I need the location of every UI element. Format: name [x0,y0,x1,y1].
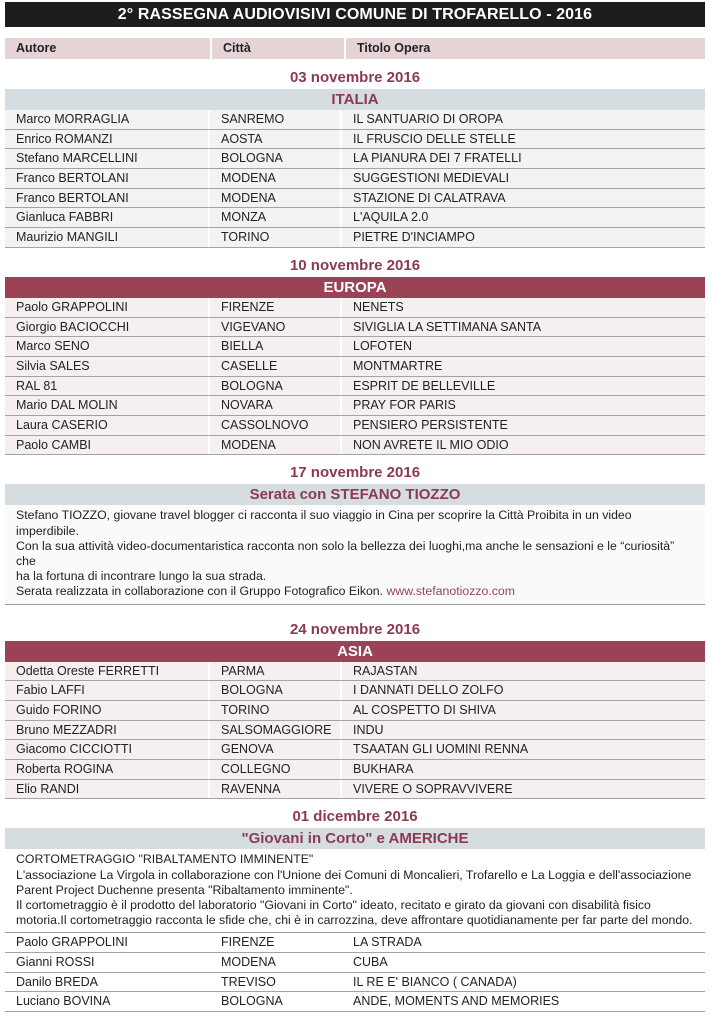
table-row [5,780,705,800]
table-row [5,110,705,130]
author-cell: Gianni ROSSI [5,953,210,972]
table-row [5,721,705,741]
author-cell: Elio RANDI [5,780,210,799]
description-line: ha la fortuna di incontrare lungo la sua strada. [16,569,267,584]
city-cell: FIRENZE [210,298,342,317]
description-line: Con la sua attività video-documentaristica racconta non solo la bellezza dei luoghi,ma anche le sensazioni e le “curiosità” che [16,538,675,568]
author-cell: Bruno MEZZADRI [5,721,210,740]
table-row [5,228,705,248]
city-cell: BOLOGNA [210,377,342,396]
title-cell: IL FRUSCIO DELLE STELLE [353,131,516,146]
section-heading-asia: ASIA [5,641,705,662]
table-row [5,662,705,682]
table-italia [5,110,705,248]
city-cell: NOVARA [210,396,342,415]
table-row [5,740,705,760]
city-cell: RAVENNA [210,780,342,799]
author-cell: Marco MORRAGLIA [5,110,210,129]
title-cell: LA PIANURA DEI 7 FRATELLI [353,151,522,166]
date-heading-americhe: 01 dicembre 2016 [292,808,418,826]
author-cell: Paolo GRAPPOLINI [5,298,210,317]
date-heading-tiozzo: 17 novembre 2016 [289,464,421,482]
title-cell: INDU [353,722,384,737]
column-header-title: Titolo Opera [346,38,705,59]
table-row [5,973,705,993]
city-cell: PARMA [210,662,342,681]
title-cell: ANDE, MOMENTS AND MEMORIES [353,994,560,1009]
author-cell: Odetta Oreste FERRETTI [5,662,210,681]
author-cell: Marco SENO [5,337,210,356]
city-cell: BOLOGNA [210,992,342,1011]
author-cell: Silvia SALES [5,357,210,376]
title-cell: NON AVRETE IL MIO ODIO [353,437,509,452]
city-cell: SALSOMAGGIORE [210,721,342,740]
table-row [5,933,705,953]
table-row [5,337,705,357]
table-row [5,396,705,416]
table-row [5,701,705,721]
author-cell: Paolo GRAPPOLINI [5,933,210,952]
description-line: Il cortometraggio è il prodotto del laboratorio "Giovani in Corto" ideato, recitato e girato da giovani con disabilità fisico [16,897,651,912]
author-cell: Paolo CAMBI [5,436,210,455]
author-cell: Roberta ROGINA [5,760,210,779]
title-cell: SIVIGLIA LA SETTIMANA SANTA [353,319,542,334]
city-cell: MODENA [210,169,342,188]
city-cell: COLLEGNO [210,760,342,779]
author-cell: Maurizio MANGILI [5,228,210,247]
description-line [16,584,694,599]
city-cell: MODENA [210,436,342,455]
section-heading-tiozzo: Serata con STEFANO TIOZZO [5,484,705,505]
author-cell: Mario DAL MOLIN [5,396,210,415]
title-cell: LA STRADA [353,935,422,950]
author-cell: RAL 81 [5,377,210,396]
description-line: CORTOMETRAGGIO "RIBALTAMENTO IMMINENTE" [16,852,314,867]
table-row [5,149,705,169]
section-heading-europa: EUROPA [5,277,705,298]
table-asia [5,662,705,800]
city-cell: MODENA [210,189,342,208]
title-cell: STAZIONE DI CALATRAVA [353,190,506,205]
author-cell: Guido FORINO [5,701,210,720]
author-cell: Danilo BREDA [5,973,210,992]
title-cell: TSAATAN GLI UOMINI RENNA [353,742,529,757]
title-cell: LOFOTEN [353,339,413,354]
city-cell: AOSTA [210,130,342,149]
table-row [5,953,705,973]
title-cell: BUKHARA [353,761,414,776]
city-cell: MODENA [210,953,342,972]
city-cell: CASSOLNOVO [210,416,342,435]
table-row [5,169,705,189]
title-cell: IL SANTUARIO DI OROPA [353,112,504,126]
title-cell: VIVERE O SOPRAVVIVERE [353,781,513,796]
title-cell: MONTMARTRE [353,358,443,373]
column-header-row [5,38,705,59]
table-europa [5,298,705,456]
author-cell: Fabio LAFFI [5,681,210,700]
table-row [5,130,705,150]
city-cell: TREVISO [210,973,342,992]
table-americhe [5,933,705,1012]
table-row [5,318,705,338]
city-cell: VIGEVANO [210,318,342,337]
author-cell: Franco BERTOLANI [5,169,210,188]
table-row [5,189,705,209]
city-cell: SANREMO [210,110,342,129]
section-heading-americhe: "Giovani in Corto" e AMERICHE [5,828,705,849]
title-cell: PRAY FOR PARIS [353,398,456,413]
description-text: Serata realizzata in collaborazione con il Gruppo Fotografico Eikon. [16,584,384,599]
date-heading-europa: 10 novembre 2016 [289,256,421,274]
website-link[interactable]: www.stefanotiozzo.com [386,584,515,599]
tiozzo-description [5,505,705,604]
table-row [5,298,705,318]
title-cell: IL RE E' BIANCO ( CANADA) [353,974,517,989]
author-cell: Stefano MARCELLINI [5,149,210,168]
date-heading-asia: 24 novembre 2016 [289,620,421,638]
title-cell: NENETS [353,299,404,314]
table-row [5,416,705,436]
city-cell: GENOVA [210,740,342,759]
city-cell: BOLOGNA [210,149,342,168]
section-heading-italia: ITALIA [5,89,705,110]
description-line: Stefano TIOZZO, giovane travel blogger ci racconta il suo viaggio in Cina per scoprire la Città Proibita in un video imperdibile. [16,508,632,538]
table-row [5,681,705,701]
city-cell: FIRENZE [210,933,342,952]
author-cell: Giacomo CICCIOTTI [5,740,210,759]
title-cell: CUBA [353,955,388,970]
title-cell: I DANNATI DELLO ZOLFO [353,683,504,698]
table-row [5,377,705,397]
description-line: L'associazione La Virgola in collaborazione con l'Unione dei Comuni di Moncalieri, Trofarello e La Loggia e dell'associazione [16,867,692,882]
description-line: Parent Project Duchenne presenta "Ribaltamento imminente". [16,882,353,897]
author-cell: Gianluca FABBRI [5,208,210,227]
title-cell: SUGGESTIONI MEDIEVALI [353,171,510,186]
table-row [5,208,705,228]
americhe-description [5,849,705,933]
date-heading-italia: 03 novembre 2016 [289,69,421,86]
author-cell: Franco BERTOLANI [5,189,210,208]
page-title: 2° RASSEGNA AUDIOVISIVI COMUNE DI TROFARELLO - 2016 [5,2,705,27]
author-cell: Luciano BOVINA [5,992,210,1011]
column-header-author: Autore [5,38,210,59]
program-sheet [5,2,705,1012]
city-cell: MONZA [210,208,342,227]
title-cell: L'AQUILA 2.0 [353,210,429,225]
column-header-city: Città [212,38,344,59]
city-cell: BOLOGNA [210,681,342,700]
table-row [5,992,705,1012]
city-cell: TORINO [210,228,342,247]
author-cell: Giorgio BACIOCCHI [5,318,210,337]
author-cell: Enrico ROMANZI [5,130,210,149]
title-cell: PENSIERO PERSISTENTE [353,417,508,432]
city-cell: CASELLE [210,357,342,376]
city-cell: TORINO [210,701,342,720]
table-row [5,760,705,780]
city-cell: BIELLA [210,337,342,356]
table-row [5,436,705,456]
title-cell: RAJASTAN [353,663,418,678]
title-cell: AL COSPETTO DI SHIVA [353,702,496,717]
description-line: motoria.Il cortometraggio racconta le sfide che, chi è in carrozzina, deve affrontare quotidianamente per far parte del mondo. [16,913,693,928]
title-cell: ESPRIT DE BELLEVILLE [353,378,496,393]
table-row [5,357,705,377]
title-cell: PIETRE D'INCIAMPO [353,230,475,245]
author-cell: Laura CASERIO [5,416,210,435]
